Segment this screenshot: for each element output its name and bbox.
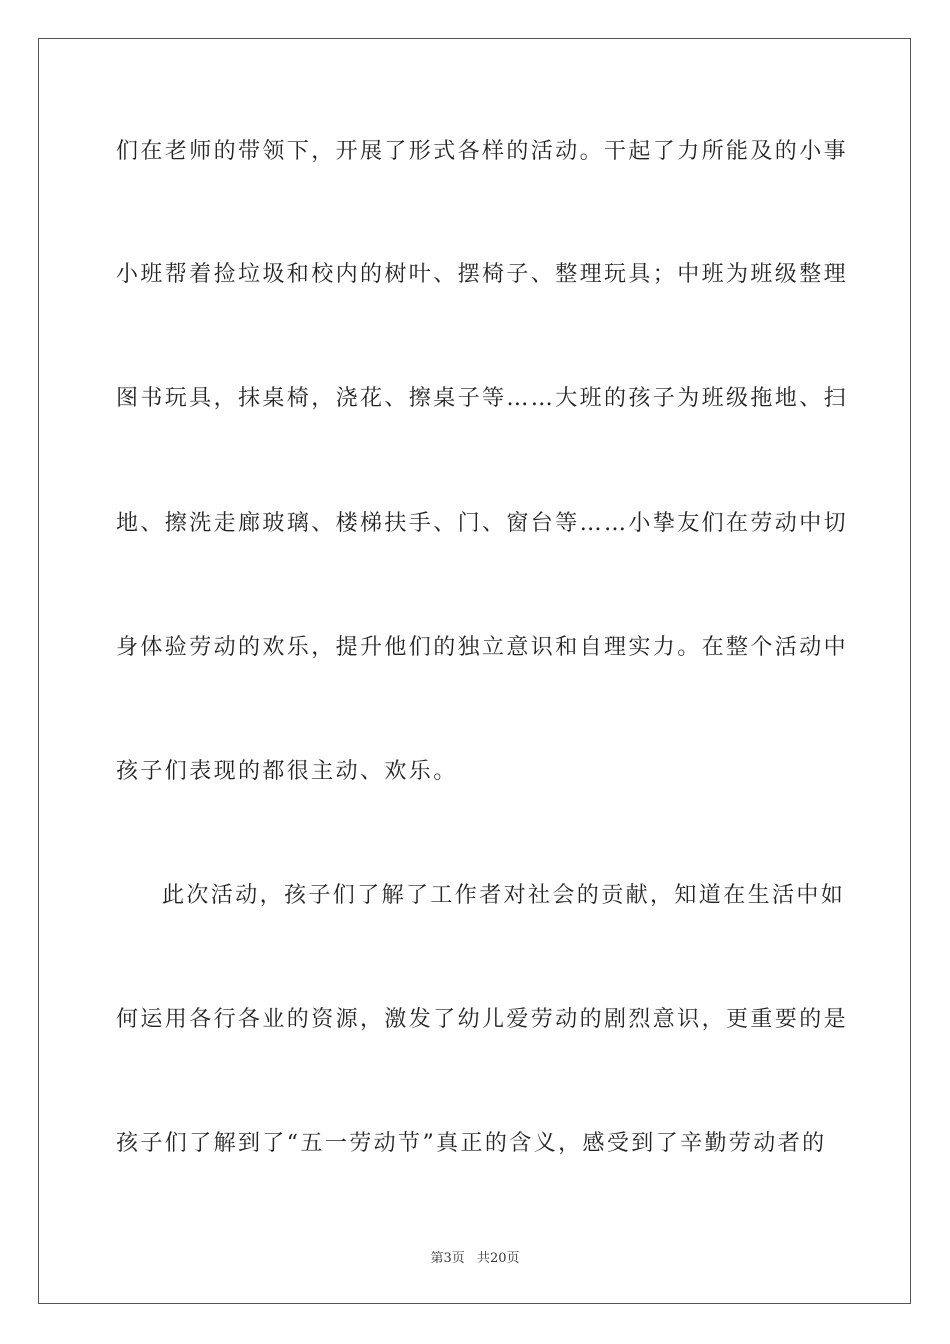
body-text-line: 孩子们表现的都很主动、欢乐。 — [116, 759, 458, 784]
body-text-line: 孩子们了解到了“五一劳动节”真正的含义，感受到了辛勤劳动者的 — [116, 1131, 827, 1156]
page-footer — [0, 1247, 950, 1266]
page-number: 第3页 — [430, 1251, 465, 1266]
page-border — [38, 38, 911, 1304]
body-text-line: 们在老师的带领下，开展了形式各样的活动。干起了力所能及的小事 — [116, 139, 849, 164]
body-text-line: 何运用各行各业的资源，激发了幼儿爱劳动的剧烈意识，更重要的是 — [116, 1007, 849, 1032]
body-text-line: 图书玩具，抹桌椅，浇花、擦桌子等……大班的孩子为班级拖地、扫 — [116, 386, 849, 411]
page-total: 共20页 — [476, 1251, 520, 1266]
body-text-line: 小班帮着捡垃圾和校内的树叶、摆椅子、整理玩具；中班为班级整理 — [116, 262, 849, 287]
body-text-line: 身体验劳动的欢乐，提升他们的独立意识和自理实力。在整个活动中 — [116, 635, 849, 660]
paragraph-first-line: 此次活动，孩子们了解了工作者对社会的贡献，知道在生活中如 — [162, 883, 846, 908]
body-text-line: 地、擦洗走廊玻璃、楼梯扶手、门、窗台等……小挚友们在劳动中切 — [116, 511, 849, 536]
